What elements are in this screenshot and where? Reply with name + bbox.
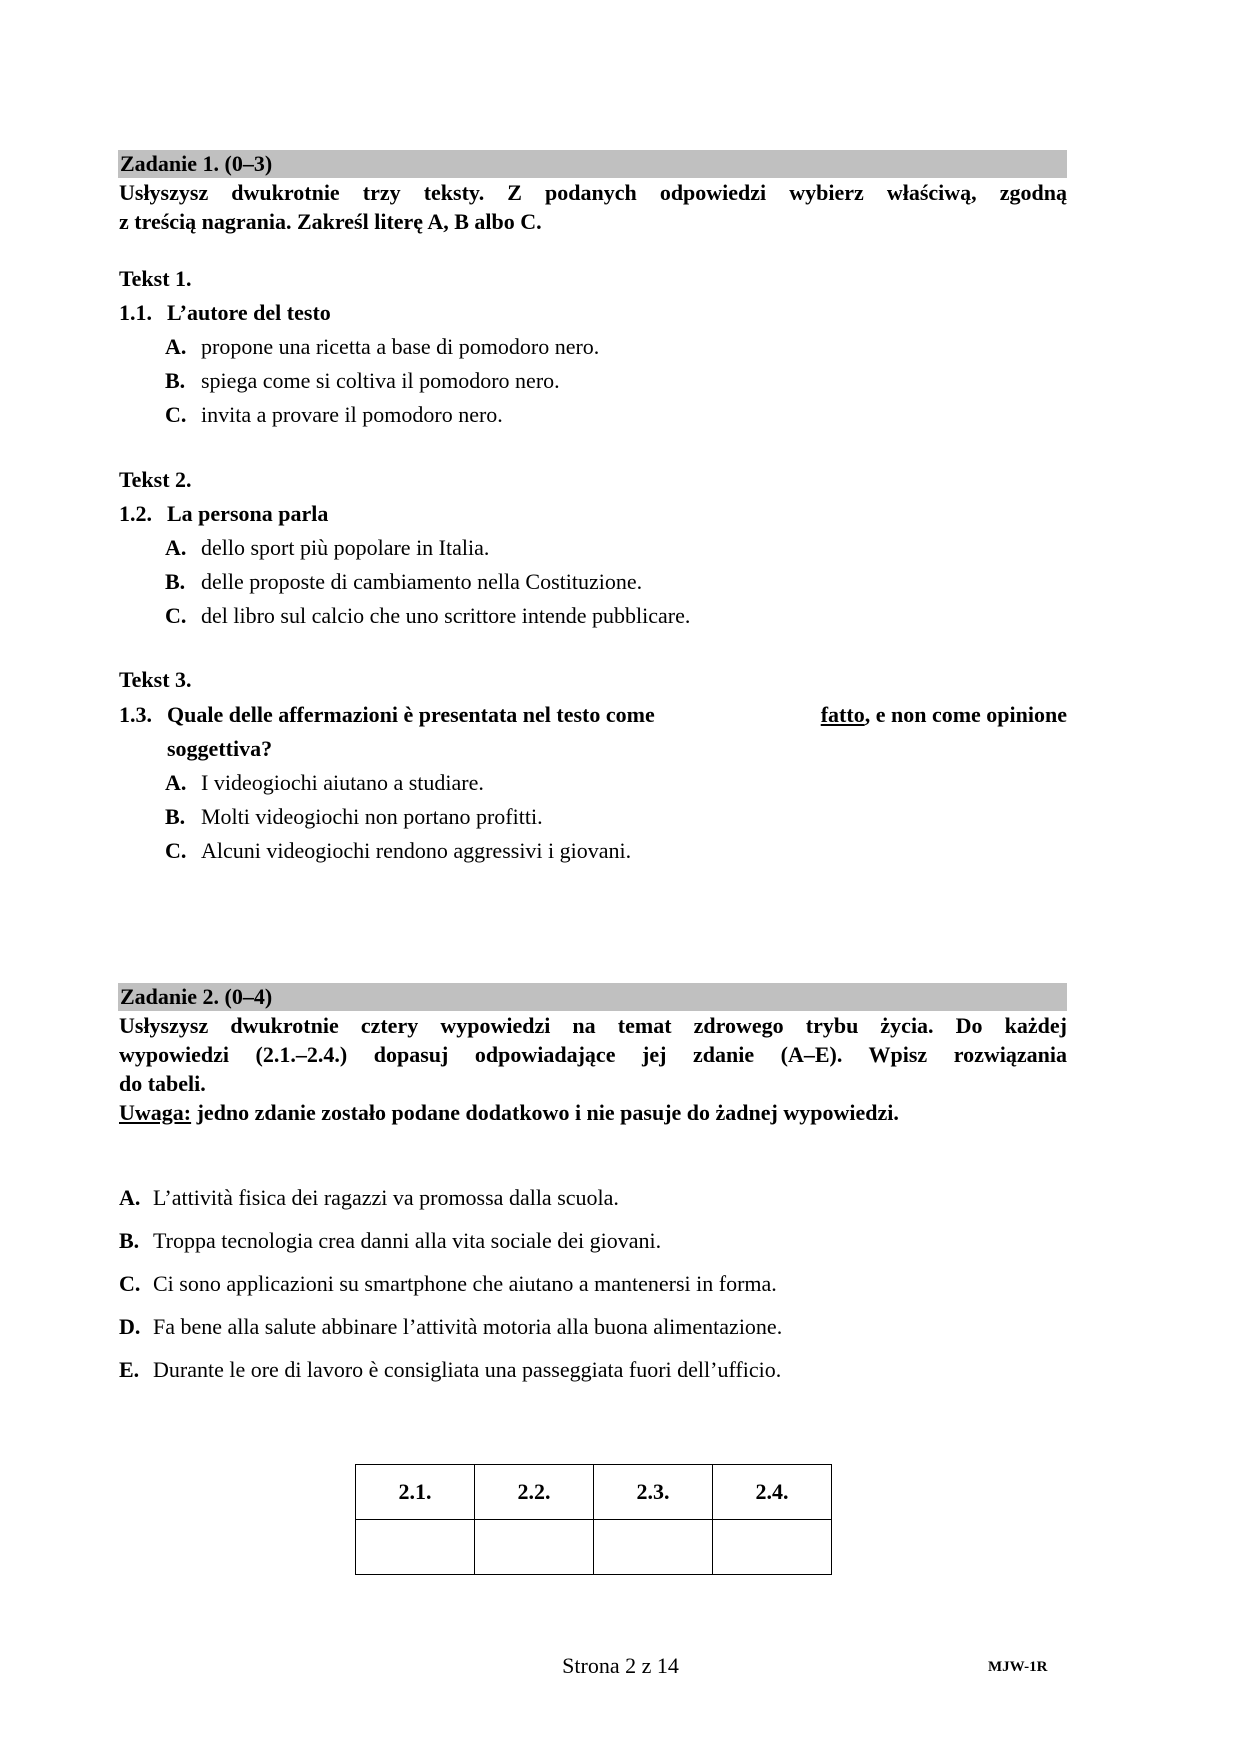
task1-instruction-line1: Usłyszysz dwukrotnie trzy teksty. Z podanych odpowiedzi wybierz właściwą, zgodną <box>119 180 1067 205</box>
question-text: La persona parla <box>167 501 329 526</box>
note-label: Uwaga: <box>119 1100 192 1125</box>
option-letter: A. <box>165 334 187 359</box>
option-text: invita a provare il pomodoro nero. <box>201 402 503 427</box>
answer-header-2-1: 2.1. <box>356 1465 475 1520</box>
answer-table-header-row <box>356 1465 832 1520</box>
question-text-part1: Quale delle affermazioni è presentata nel testo come <box>167 702 655 727</box>
task2-header: Zadanie 2. (0–4) <box>118 983 1067 1011</box>
text2-label: Tekst 2. <box>119 467 192 492</box>
answer-table-input-row <box>356 1520 832 1575</box>
option-text: propone una ricetta a base di pomodoro nero. <box>201 334 600 359</box>
answer-header-2-2: 2.2. <box>475 1465 594 1520</box>
option-1-2-b[interactable] <box>165 568 642 596</box>
option-1-3-a[interactable] <box>165 769 484 797</box>
task2-instruction-line2: wypowiedzi (2.1.–2.4.) dopasuj odpowiadające jej zdanie (A–E). Wpisz rozwiązania <box>119 1042 1067 1067</box>
answer-header-2-3: 2.3. <box>594 1465 713 1520</box>
answer-cell-2-2[interactable] <box>475 1520 594 1575</box>
question-text <box>167 701 1067 729</box>
sentence-d <box>119 1313 782 1341</box>
sentence-letter: A. <box>119 1185 141 1210</box>
answer-cell-2-4[interactable] <box>713 1520 832 1575</box>
option-letter: C. <box>165 838 187 863</box>
sentence-text: L’attività fisica dei ragazzi va promossa dalla scuola. <box>153 1185 619 1210</box>
option-1-3-c[interactable] <box>165 837 631 865</box>
option-1-3-b[interactable] <box>165 803 543 831</box>
sentence-text: Ci sono applicazioni su smartphone che aiutano a mantenersi in forma. <box>153 1271 777 1296</box>
task1-header: Zadanie 1. (0–3) <box>118 150 1067 178</box>
question-text-rest <box>821 701 1067 729</box>
task2-instruction-line1: Usłyszysz dwukrotnie cztery wypowiedzi na temat zdrowego trybu życia. Do każdej <box>119 1013 1067 1038</box>
question-number: 1.1. <box>119 300 152 325</box>
text1-label: Tekst 1. <box>119 266 192 291</box>
answer-table <box>355 1464 832 1575</box>
question-text: L’autore del testo <box>167 300 331 325</box>
question-number: 1.3. <box>119 702 152 727</box>
option-text: spiega come si coltiva il pomodoro nero. <box>201 368 560 393</box>
option-letter: B. <box>165 569 186 594</box>
question-1-3 <box>119 701 1067 729</box>
option-letter: C. <box>165 603 187 628</box>
text3-label: Tekst 3. <box>119 667 192 692</box>
answer-cell-2-1[interactable] <box>356 1520 475 1575</box>
exam-code: MJW-1R <box>988 1659 1048 1675</box>
sentence-e <box>119 1356 781 1384</box>
page-number: Strona 2 z 14 <box>562 1653 679 1678</box>
option-letter: B. <box>165 368 186 393</box>
option-text: Alcuni videogiochi rendono aggressivi i giovani. <box>201 838 632 863</box>
answer-header-2-4: 2.4. <box>713 1465 832 1520</box>
option-1-1-a[interactable] <box>165 333 599 361</box>
task2-instruction <box>119 1011 1067 1098</box>
answer-cell-2-3[interactable] <box>594 1520 713 1575</box>
sentence-c <box>119 1270 777 1298</box>
option-letter: B. <box>165 804 186 829</box>
question-1-1 <box>119 299 331 327</box>
task2-note <box>119 1099 899 1127</box>
option-text: dello sport più popolare in Italia. <box>201 535 490 560</box>
sentence-letter: C. <box>119 1271 141 1296</box>
note-text: jedno zdanie zostało podane dodatkowo i nie pasuje do żadnej wypowiedzi. <box>191 1100 899 1125</box>
option-text: I videogiochi aiutano a studiare. <box>201 770 484 795</box>
question-1-2 <box>119 500 328 528</box>
option-1-1-c[interactable] <box>165 401 503 429</box>
question-text-part2: , e non come opinione <box>864 702 1067 727</box>
task1-instruction <box>119 178 1067 236</box>
option-letter: A. <box>165 770 187 795</box>
sentence-text: Durante le ore di lavoro è consigliata una passeggiata fuori dell’ufficio. <box>153 1357 782 1382</box>
sentence-a <box>119 1184 619 1212</box>
sentence-text: Fa bene alla salute abbinare l’attività motoria alla buona alimentazione. <box>153 1314 783 1339</box>
sentence-text: Troppa tecnologia crea danni alla vita sociale dei giovani. <box>153 1228 662 1253</box>
question-number: 1.2. <box>119 501 152 526</box>
option-text: Molti videogiochi non portano profitti. <box>201 804 543 829</box>
option-1-2-c[interactable] <box>165 602 690 630</box>
option-1-2-a[interactable] <box>165 534 489 562</box>
option-letter: C. <box>165 402 187 427</box>
sentence-letter: D. <box>119 1314 141 1339</box>
sentence-letter: B. <box>119 1228 140 1253</box>
option-1-1-b[interactable] <box>165 367 560 395</box>
question-text-underlined: fatto <box>820 702 865 727</box>
option-letter: A. <box>165 535 187 560</box>
question-1-3-line2: soggettiva? <box>167 736 273 761</box>
sentence-b <box>119 1227 661 1255</box>
option-text: delle proposte di cambiamento nella Costituzione. <box>201 569 643 594</box>
option-text: del libro sul calcio che uno scrittore intende pubblicare. <box>201 603 691 628</box>
task2-instruction-line3: do tabeli. <box>119 1071 206 1096</box>
sentence-letter: E. <box>119 1357 140 1382</box>
task1-instruction-line2: z treścią nagrania. Zakreśl literę A, B albo C. <box>119 209 542 234</box>
